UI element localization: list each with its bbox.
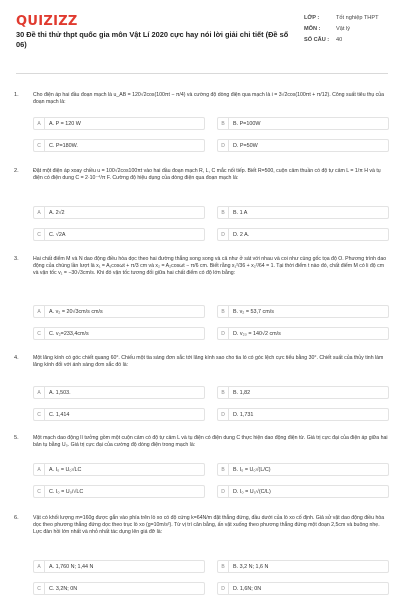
question-number: 5. xyxy=(14,435,19,441)
subject-value: Vật lý xyxy=(336,26,350,32)
option-a[interactable]: A A. 1,760 N; 1,44 N xyxy=(33,560,205,573)
option-c[interactable]: C C. √2A xyxy=(33,228,205,241)
question-stem: Cho điện áp hai đầu đoạn mạch là u_AB = 120√2cos(100πt − π/4) và cường độ dòng điện qua mạch là i = 3√2cos(100πt + π/12). Công suất tiêu thụ của đoạn mạch là: xyxy=(33,92,385,106)
option-b[interactable]: B B. 3,2 N; 1,6 N xyxy=(217,560,389,573)
question-stem: Vật có khối lượng m=160g được gắn vào phía trên lò xo có độ cứng k=64N/m đặt thẳng đứng, đầu dưới của lò xo cố định. Giả sử vật dao động điều hòa dọc theo phương thẳng đứng dọc theo trục lò xo (g=10m/s²). Từ vị trí cân bằng, ấn vật xuống theo phương thẳng đứng một đoạn 2,5cm và buông nhẹ. Lực đàn hồi lớn nhất và nhỏ nhất tác dụng lên giá đỡ là: xyxy=(33,515,385,536)
option-d[interactable]: D D. 1,731 xyxy=(217,408,389,421)
meta-class xyxy=(304,15,388,22)
question-4 xyxy=(14,355,390,369)
question-3 xyxy=(14,256,390,278)
option-d[interactable]: D D. I₀ = U₀√(C/L) xyxy=(217,485,389,498)
question-1 xyxy=(14,92,390,106)
question-number: 2. xyxy=(14,168,19,174)
option-b[interactable]: B B. P=100W xyxy=(217,117,389,130)
subject-label: MÔN : xyxy=(304,26,321,32)
option-a[interactable]: A A. 1,503. xyxy=(33,386,205,399)
quizizz-logo: QUIZIZZ xyxy=(16,14,78,29)
meta-subject xyxy=(304,26,388,33)
question-number: 6. xyxy=(14,515,19,521)
option-d[interactable]: D D. 2 A. xyxy=(217,228,389,241)
question-stem: Một mạch dao động lí tưởng gồm một cuộn cảm có độ tự cảm L và tụ điện có điện dung C thực hiện dao động điện từ. Giá trị cực đại của điện áp giữa hai bản tụ bằng U₀. Giá trị cực đại của cường độ dòng điện trong mạch là: xyxy=(33,435,388,449)
option-a[interactable]: A A. I₀ = U₀√LC xyxy=(33,463,205,476)
option-a[interactable]: A A. 2√2 xyxy=(33,206,205,219)
class-value: Tốt nghiệp THPT xyxy=(336,15,379,21)
option-a[interactable]: A A. P = 120 W xyxy=(33,117,205,130)
question-stem: Một lăng kính có góc chiết quang 60°. Chiếu một tia sáng đơn sắc tới lăng kính sao cho tia ló có góc lệch cực tiểu bằng 30°. Chiết suất của thủy tinh làm lăng kính đối với ánh sáng đơn sắc đó là: xyxy=(33,355,384,369)
option-b[interactable]: B B. 1,82 xyxy=(217,386,389,399)
question-stem: Hai chất điểm M và N dao động điều hòa dọc theo hai đường thẳng song song và cả như ở sát với nhau và coi như cùng gốc tọa độ O. Phương trình dao động của chúng lần lượt là x₁ = A₁cosωt + π/3 cm và x₂ = A₂cosωt − π/6 cm. Biết rằng x₁²/36 + x₂²/64 = 1. Tại thời điểm t nào đó, chất điểm M có li độ cm và vận tốc v₁ = −30√3cm/s. Khi đó vận tốc tương đối giữa hai chất điểm có độ lớn bằng: xyxy=(33,256,387,277)
question-5 xyxy=(14,435,390,449)
question-stem: Đặt một điện áp xoay chiều u = 100√2cos100πt vào hai đầu đoạn mạch R, L, C mắc nối tiếp. Biết R=500, cuộn cảm thuần có độ tự cảm L = 1/π H và tụ điện có điện dung C = 2·10⁻⁴/π F. Cường độ hiệu dụng của dòng điện qua đoạn mạch là: xyxy=(33,168,381,182)
count-value: 40 xyxy=(336,37,343,43)
option-b[interactable]: B B. I₀ = U₀√(L/C) xyxy=(217,463,389,476)
question-number: 4. xyxy=(14,355,19,361)
option-d[interactable]: D D. v₂₃ = 140√2 cm/s xyxy=(217,327,389,340)
option-c[interactable]: C C. 3,2N; 0N xyxy=(33,582,205,595)
class-label: LỚP : xyxy=(304,15,320,21)
option-b[interactable]: B B. v₂ = 53,7 cm/s xyxy=(217,305,389,318)
header-divider xyxy=(16,73,388,74)
option-d[interactable]: D D. 1,6N; 0N xyxy=(217,582,389,595)
option-c[interactable]: C C. P=180W. xyxy=(33,139,205,152)
option-c[interactable]: C C. I₀ = U₀/√LC xyxy=(33,485,205,498)
meta-count xyxy=(304,37,388,44)
option-d[interactable]: D D. P=50W xyxy=(217,139,389,152)
question-6 xyxy=(14,515,390,537)
option-c[interactable]: C C. 1,414 xyxy=(33,408,205,421)
option-a[interactable]: A A. v₂ = 20√3cm/s cm/s xyxy=(33,305,205,318)
option-c[interactable]: C C. v₂=233,4cm/s xyxy=(33,327,205,340)
question-number: 1. xyxy=(14,92,19,98)
option-b[interactable]: B B. 1 A xyxy=(217,206,389,219)
question-2 xyxy=(14,168,390,182)
meta-panel xyxy=(304,15,388,48)
count-label: SỐ CÂU : xyxy=(304,37,330,43)
page-title: 30 Đề thi thử thpt quốc gia môn Vật Lí 2020 cực hay nói lời giải chi tiết (Đề số 06) xyxy=(16,30,289,49)
question-number: 3. xyxy=(14,256,19,262)
